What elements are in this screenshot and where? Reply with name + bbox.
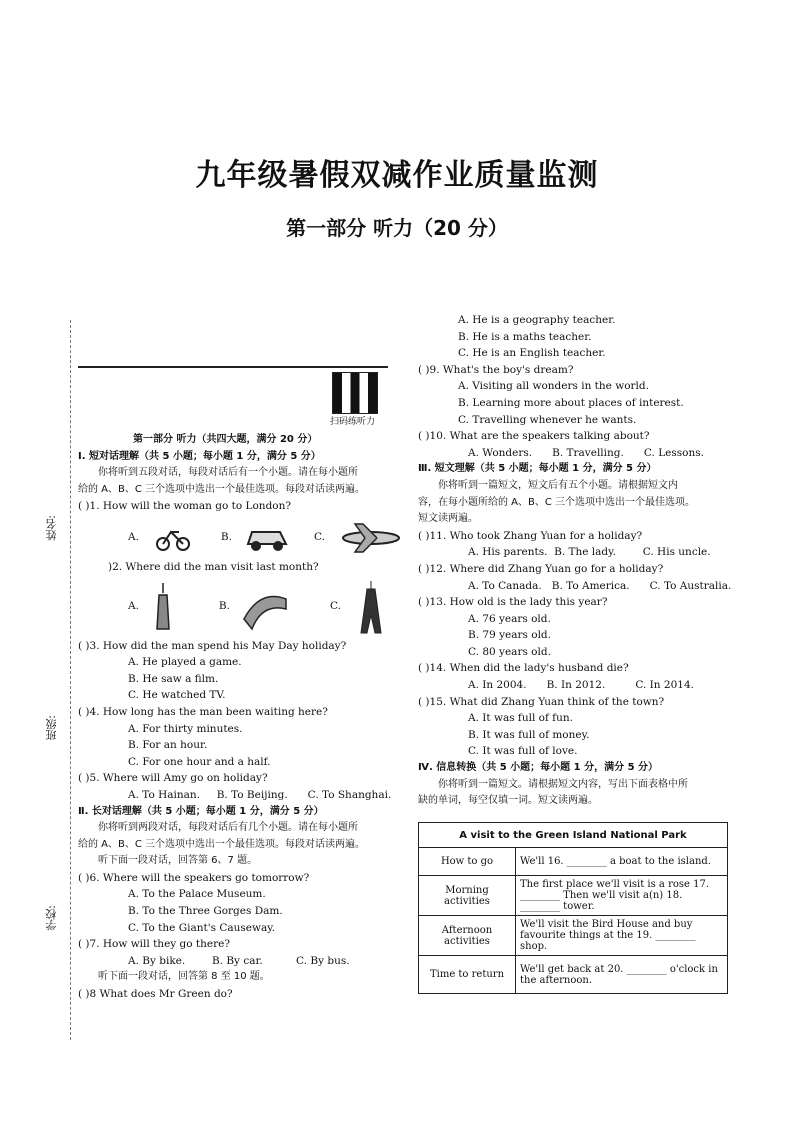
question-7: ( )7. How will they go there? — [78, 938, 230, 951]
q2-pictures — [78, 576, 408, 638]
question-2: )2. Where did the man visit last month? — [108, 560, 319, 573]
question-11: ( )11. Who took Zhang Yuan for a holiday? — [418, 529, 643, 542]
option: A. To Canada. B. To America. C. To Australia. — [468, 579, 732, 592]
eiffel-tower-icon — [351, 579, 391, 635]
question-1: ( )1. How will the woman go to London? — [78, 500, 291, 513]
class-label: 班级: — [45, 715, 58, 741]
question-15: ( )15. What did Zhang Yuan think of the town? — [418, 695, 665, 708]
binding-line — [70, 320, 71, 1040]
table-title: A visit to the Green Island National Park — [419, 823, 728, 848]
qr-code-icon — [332, 372, 378, 414]
option: B. Learning more about places of interest. — [458, 396, 684, 409]
option-label: B. — [220, 530, 232, 543]
left-column — [78, 432, 408, 1003]
part-heading: 第一部分 听力（共四大题，满分 20 分） — [133, 434, 318, 445]
option-label: A. — [128, 600, 139, 613]
page-subtitle: 第一部分 听力（20 分） — [286, 216, 508, 240]
row-label: How to go — [419, 848, 516, 876]
option: B. 79 years old. — [468, 629, 551, 642]
table-row — [419, 956, 728, 994]
great-wall-icon — [240, 579, 290, 635]
row-label: Time to return — [419, 956, 516, 994]
question-5: ( )5. Where will Amy go on holiday? — [78, 772, 268, 785]
option: C. 80 years old. — [468, 645, 551, 658]
option: A. By bike. B. By car. C. By bus. — [128, 954, 350, 967]
question-8: ( )8 What does Mr Green do? — [78, 988, 233, 1001]
option: A. For thirty minutes. — [128, 722, 243, 735]
question-14: ( )14. When did the lady's husband die? — [418, 662, 629, 675]
section2-instruction: 听下面一段对话，回答第 6、7 题。 — [98, 855, 258, 867]
option-label: B. — [218, 600, 230, 613]
question-9: ( )9. What's the boy's dream? — [418, 363, 574, 376]
section3-title: Ⅲ. 短文理解（共 5 小题；每小题 1 分，满分 5 分） — [418, 463, 657, 475]
q1-pictures — [78, 515, 408, 559]
name-label: 姓名: — [45, 515, 58, 541]
section3-instruction: 你将听到一篇短文，短文后有五个小题。请根据短文内 — [438, 479, 678, 491]
option: A. He played a game. — [128, 656, 242, 669]
section2-instruction: 给的 A、B、C 三个选项中选出一个最佳选项。每段对话读两遍。 — [78, 838, 366, 850]
table-row — [419, 916, 728, 956]
row-content: We'll visit the Bird House and buy favourite things at the 19. ________ shop. — [516, 916, 728, 956]
question-3: ( )3. How did the man spend his May Day holiday? — [78, 639, 347, 652]
section4-instruction: 你将听到一篇短文。请根据短文内容，写出下面表格中所 — [438, 778, 688, 790]
option: A. It was full of fun. — [468, 712, 573, 725]
row-content: The first place we'll visit is a rose 17. ________ Then we'll visit a(n) 18. ________ tower. — [516, 876, 728, 916]
right-column — [418, 312, 738, 810]
plane-icon — [335, 518, 405, 556]
row-label: Afternoon activities — [419, 916, 516, 956]
option: B. To the Three Gorges Dam. — [128, 905, 283, 918]
option: A. To the Palace Museum. — [128, 888, 266, 901]
option: B. He saw a film. — [128, 672, 219, 685]
option: B. He is a maths teacher. — [458, 330, 592, 343]
section3-instruction: 容，在每小题所给的 A、B、C 三个选项中选出一个最佳选项。 — [418, 496, 696, 508]
question-10: ( )10. What are the speakers talking about? — [418, 430, 650, 443]
option: A. 76 years old. — [468, 612, 551, 625]
section2-title: Ⅱ. 长对话理解（共 5 小题；每小题 1 分，满分 5 分） — [78, 805, 324, 817]
question-12: ( )12. Where did Zhang Yuan go for a holiday? — [418, 562, 664, 575]
option: C. For one hour and a half. — [128, 755, 271, 768]
option: A. Wonders. B. Travelling. C. Lessons. — [468, 446, 704, 459]
row-content: We'll get back at 20. ________ o'clock in the afternoon. — [516, 956, 728, 994]
section4-title: Ⅳ. 信息转换（共 5 小题；每小题 1 分，满分 5 分） — [418, 762, 659, 774]
bike-icon — [149, 518, 199, 556]
option-label: C. — [313, 530, 325, 543]
option: B. For an hour. — [128, 739, 208, 752]
header-rule — [78, 366, 388, 368]
option-label: A. — [128, 530, 139, 543]
section3-instruction: 短文读两遍。 — [418, 513, 478, 525]
statue-of-liberty-icon — [149, 579, 179, 635]
page-title: 九年级暑假双减作业质量监测 — [195, 158, 599, 193]
option: C. It was full of love. — [468, 745, 578, 758]
school-label: 学校: — [45, 905, 58, 931]
table-row — [419, 876, 728, 916]
option: A. To Hainan. B. To Beijing. C. To Shanghai. — [128, 788, 392, 801]
option: C. To the Giant's Causeway. — [128, 921, 276, 934]
row-content: We'll 16. ________ a boat to the island. — [516, 848, 728, 876]
section2-instruction: 你将听到两段对话，每段对话后有几个小题。请在每小题所 — [98, 822, 358, 834]
question-6: ( )6. Where will the speakers go tomorrow? — [78, 871, 310, 884]
row-label: Morning activities — [419, 876, 516, 916]
section1-title: Ⅰ. 短对话理解（共 5 小题；每小题 1 分，满分 5 分） — [78, 450, 321, 462]
car-icon — [242, 518, 292, 556]
option-label: C. — [329, 600, 341, 613]
qr-caption: 扫码练听力 — [330, 417, 376, 427]
question-4: ( )4. How long has the man been waiting here? — [78, 705, 328, 718]
info-table — [418, 822, 728, 994]
option: C. He watched TV. — [128, 689, 226, 702]
option: A. In 2004. B. In 2012. C. In 2014. — [468, 679, 694, 692]
section1-instruction: 给的 A、B、C 三个选项中选出一个最佳选项。每段对话读两遍。 — [78, 483, 366, 495]
section2-instruction: 听下面一段对话，回答第 8 至 10 题。 — [98, 971, 270, 983]
option: C. Travelling whenever he wants. — [458, 413, 637, 426]
option: C. He is an English teacher. — [458, 347, 606, 360]
option: A. Visiting all wonders in the world. — [458, 380, 649, 393]
option: A. His parents. B. The lady. C. His uncle. — [468, 546, 711, 559]
question-13: ( )13. How old is the lady this year? — [418, 596, 608, 609]
option: A. He is a geography teacher. — [458, 314, 616, 326]
option: B. It was full of money. — [468, 728, 590, 741]
section1-instruction: 你将听到五段对话，每段对话后有一个小题。请在每小题所 — [98, 467, 358, 479]
section4-instruction: 缺的单词，每空仅填一词。短文读两遍。 — [418, 795, 598, 807]
table-row — [419, 848, 728, 876]
